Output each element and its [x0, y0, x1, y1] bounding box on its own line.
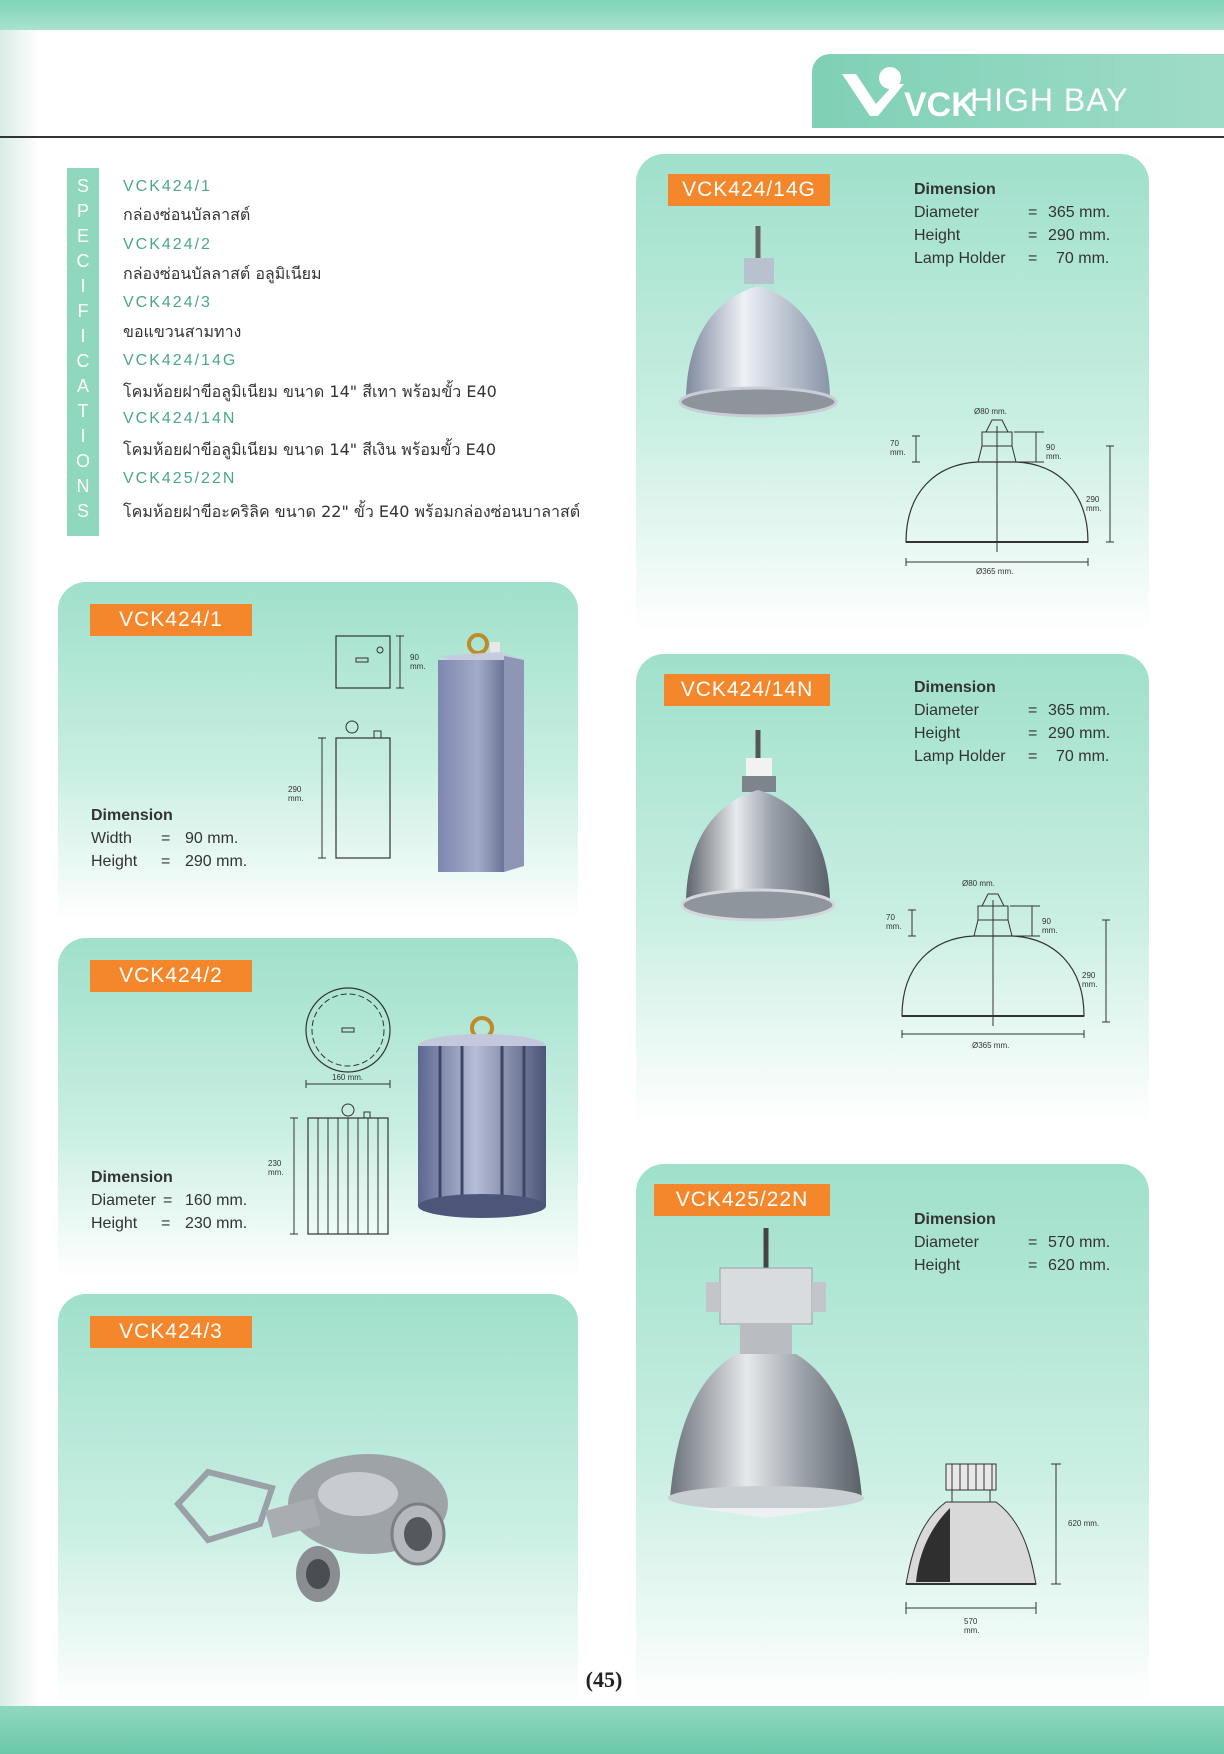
product-panel-vck424-2: [58, 938, 578, 1278]
acrylic-high-bay-lamp-drawing: [886, 1444, 1136, 1684]
spec-description: โคมห้อยฝาขีอลูมิเนียม ขนาด 14" สีเทา พร้อมขั้ว E40: [123, 382, 497, 401]
dimension-key: Height: [91, 1215, 138, 1232]
dimension-value: 90 mm.: [185, 830, 239, 847]
logo-wordmark: VCK: [904, 86, 976, 124]
dimension-value: 570 mm.: [1048, 1234, 1111, 1251]
drawing-diameter-label: 160 mm.: [332, 1073, 364, 1082]
spec-code: VCK424/3: [123, 294, 212, 311]
dimension-block: [914, 1208, 1124, 1277]
drawing-diameter-label: Ø365 mm.: [976, 567, 1014, 576]
spec-letter: S: [76, 501, 89, 521]
dimension-equals: =: [1028, 725, 1038, 742]
dimension-row: [914, 201, 1124, 224]
dimension-equals: =: [1028, 204, 1038, 221]
dimension-block: [914, 178, 1124, 270]
ballast-box-photo: [436, 634, 536, 884]
page-edge-shade: [0, 30, 40, 1706]
spec-letter: O: [75, 451, 90, 471]
dimension-title: Dimension: [914, 1211, 996, 1228]
dimension-row: [914, 1254, 1124, 1277]
dimension-equals: =: [1028, 227, 1038, 244]
spec-description: โคมห้อยฝาขีอลูมิเนียม ขนาด 14" สีเงิน พร้อมขั้ว E40: [123, 440, 497, 459]
page-number: (45): [585, 1667, 623, 1692]
dimension-key: Height: [91, 853, 138, 870]
product-panel-vck425-22n: [636, 1164, 1149, 1706]
spec-letter: S: [76, 176, 89, 196]
drawing-height-label: 290 mm.: [1082, 971, 1098, 989]
dimension-row: [914, 722, 1124, 745]
grey-dome-lamp-drawing: [886, 402, 1126, 612]
product-tag: VCK424/1: [90, 604, 252, 636]
product-panel-vck424-14g: [636, 154, 1149, 634]
drawing-left-label: 70 mm.: [886, 913, 902, 931]
spec-letter: I: [80, 326, 86, 346]
dimension-key: Diameter: [91, 1192, 156, 1209]
brand-header: [812, 54, 1224, 128]
header-rule: [0, 136, 1224, 138]
drawing-right-label: 90 mm.: [1046, 443, 1062, 461]
dimension-equals: =: [1028, 250, 1038, 267]
spec-letter: N: [76, 476, 90, 496]
spec-code: VCK424/14N: [123, 410, 237, 427]
dimension-block: [91, 804, 271, 873]
dimension-equals: =: [161, 830, 171, 847]
spec-code: VCK424/14G: [123, 352, 238, 369]
dimension-block: [91, 1166, 271, 1235]
bottom-band: [0, 1706, 1224, 1754]
dimension-row: [914, 699, 1124, 722]
dimension-value: 365 mm.: [1048, 204, 1111, 221]
three-way-hanger-photo: [168, 1424, 468, 1624]
product-panel-vck424-3: [58, 1294, 578, 1706]
dimension-equals: =: [1028, 1234, 1038, 1251]
vck-logo: [842, 64, 976, 124]
dimension-equals: =: [161, 853, 171, 870]
dimension-key: Diameter: [914, 702, 979, 719]
dimension-value: 365 mm.: [1048, 702, 1111, 719]
silver-dome-lamp-drawing: [882, 876, 1122, 1086]
dimension-value: 620 mm.: [1048, 1257, 1111, 1274]
dimension-value: 160 mm.: [185, 1192, 248, 1209]
dimension-row: [91, 1212, 271, 1235]
drawing-right-label: 90 mm.: [1042, 917, 1058, 935]
product-tag: VCK424/14N: [664, 674, 830, 706]
dimension-row: [914, 224, 1124, 247]
dimension-value: 70 mm.: [1056, 748, 1110, 765]
product-panel-vck424-14n: [636, 654, 1149, 1124]
acrylic-high-bay-lamp-photo: [666, 1228, 866, 1518]
spec-letter: E: [76, 226, 89, 246]
dimension-equals: =: [1028, 702, 1038, 719]
dimension-key: Lamp Holder: [914, 250, 1006, 267]
grey-dome-lamp-photo: [666, 226, 856, 446]
dimension-row: [91, 827, 271, 850]
spec-letter: A: [76, 376, 89, 396]
spec-letter: I: [80, 426, 86, 446]
drawing-height-label: 290 mm.: [288, 785, 304, 803]
dimension-block: [914, 676, 1124, 768]
drawing-height-label: 230 mm.: [268, 1159, 284, 1177]
spec-letter: C: [76, 351, 90, 371]
dimension-value: 70 mm.: [1056, 250, 1110, 267]
spec-letter: I: [80, 276, 86, 296]
spec-letter: P: [76, 201, 89, 221]
drawing-height-label: 620 mm.: [1068, 1519, 1100, 1528]
drawing-width-label: 570 mm.: [964, 1617, 980, 1635]
drawing-width-label: 90 mm.: [410, 653, 426, 671]
dimension-key: Diameter: [914, 1234, 979, 1251]
dimension-row: [914, 1231, 1124, 1254]
drawing-height-label: 290 mm.: [1086, 495, 1102, 513]
drawing-holder-diameter-label: Ø80 mm.: [974, 407, 1007, 416]
spec-description: ขอแขวนสามทาง: [123, 322, 242, 341]
spec-letter: C: [76, 251, 90, 271]
spec-letter: F: [77, 301, 89, 321]
product-tag: VCK424/14G: [668, 174, 830, 206]
dimension-key: Diameter: [914, 204, 979, 221]
product-tag: VCK425/22N: [654, 1184, 830, 1216]
product-tag: VCK424/3: [90, 1316, 252, 1348]
round-ballast-photo: [418, 1016, 558, 1226]
spec-code: VCK424/1: [123, 178, 212, 195]
dimension-key: Width: [91, 830, 132, 847]
brand-title: HIGH BAY: [970, 82, 1129, 118]
spec-code: VCK425/22N: [123, 470, 237, 487]
silver-dome-lamp-photo: [666, 730, 856, 950]
dimension-value: 290 mm.: [1048, 227, 1111, 244]
spec-code: VCK424/2: [123, 236, 212, 253]
dimension-equals: =: [161, 1215, 171, 1232]
dimension-row: [914, 745, 1124, 768]
dimension-value: 290 mm.: [1048, 725, 1111, 742]
dimension-key: Height: [914, 227, 961, 244]
drawing-diameter-label: Ø365 mm.: [972, 1041, 1010, 1050]
product-tag: VCK424/2: [90, 960, 252, 992]
spec-letter: T: [77, 401, 89, 421]
dimension-title: Dimension: [914, 679, 996, 696]
product-panel-vck424-1: [58, 582, 578, 922]
dimension-row: [91, 1189, 271, 1212]
drawing-left-label: 70 mm.: [890, 439, 906, 457]
dimension-title: Dimension: [914, 181, 996, 198]
dimension-value: 230 mm.: [185, 1215, 248, 1232]
dimension-key: Lamp Holder: [914, 748, 1006, 765]
dimension-equals: =: [1028, 748, 1038, 765]
spec-description: กล่องซ่อนบัลลาสต์ อลูมิเนียม: [123, 264, 322, 283]
dimension-key: Height: [914, 725, 961, 742]
top-band: [0, 0, 1224, 30]
dimension-key: Height: [914, 1257, 961, 1274]
dimension-title: Dimension: [91, 1169, 173, 1186]
dimension-equals: =: [1028, 1257, 1038, 1274]
spec-description: กล่องซ่อนบัลลาสต์: [123, 205, 251, 224]
dimension-equals: =: [163, 1192, 173, 1209]
dimension-row: [91, 850, 271, 873]
dimension-row: [914, 247, 1124, 270]
drawing-holder-diameter-label: Ø80 mm.: [962, 879, 995, 888]
dimension-value: 290 mm.: [185, 853, 248, 870]
spec-description: โคมห้อยฝาขีอะคริลิค ขนาด 22" ขั้ว E40 พร้อมกล่องซ่อนบาลาสต์: [123, 502, 581, 521]
dimension-title: Dimension: [91, 807, 173, 824]
specifications-strip: [67, 168, 99, 536]
